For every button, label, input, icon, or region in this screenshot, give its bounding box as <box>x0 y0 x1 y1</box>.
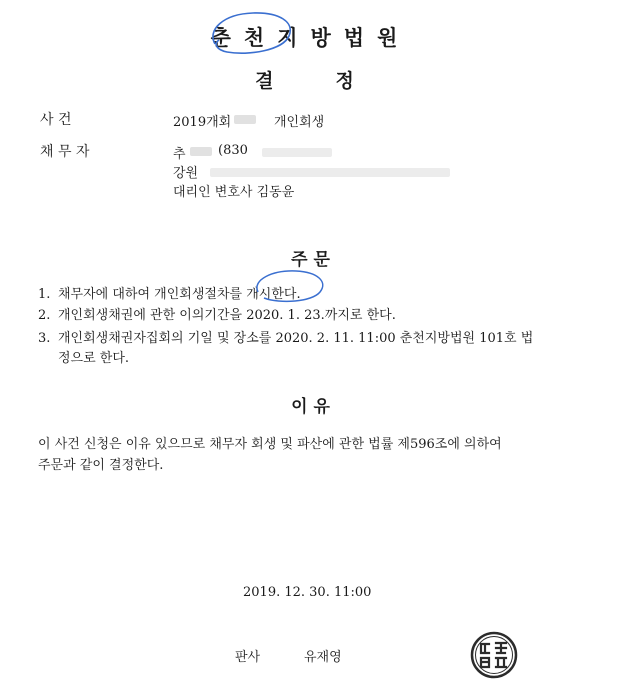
agent: 대리인 변호사 김동윤 <box>173 185 295 200</box>
redaction <box>234 115 256 124</box>
redaction <box>210 168 450 177</box>
debtor-address: 강원 <box>173 166 199 181</box>
debtor-name: 추 <box>173 147 186 162</box>
document-type: 결정 <box>255 70 416 92</box>
order-item-text: 정으로 한다. <box>58 351 130 366</box>
redaction <box>262 148 332 157</box>
order-item-text: 개인회생채권자집회의 기일 및 장소를 2020. 2. 11. 11:00 춘천지방법원 101호 법 <box>58 331 534 346</box>
order-item <box>38 283 301 302</box>
order-item <box>38 347 129 366</box>
case-type: 개인회생 <box>274 115 325 130</box>
decision-date: 2019. 12. 30. 11:00 <box>243 585 372 600</box>
order-item-text: 개인회생채권에 관한 이의기간을 2020. 1. 23.까지로 한다. <box>58 308 396 323</box>
judge-name: 유재영 <box>304 650 342 665</box>
order-item-number: 1. <box>38 287 51 302</box>
order-item-number: 2. <box>38 308 51 323</box>
reason-text-line: 주문과 같이 결정한다. <box>38 458 164 473</box>
court-name: 춘천지방법원 <box>210 26 411 50</box>
case-label: 사 건 <box>40 112 72 128</box>
judge-label: 판사 <box>235 650 261 665</box>
order-item <box>38 327 533 346</box>
debtor-id: (830 <box>218 143 248 158</box>
order-item-text: 채무자에 대하여 개인회생절차를 개시한다. <box>58 287 301 302</box>
case-number: 2019개회 <box>173 115 232 130</box>
reason-heading: 이 유 <box>291 397 330 417</box>
order-item <box>38 304 396 323</box>
debtor-label: 채 무 자 <box>40 144 90 160</box>
redaction <box>190 147 212 156</box>
order-item-number: 3. <box>38 331 51 346</box>
reason-text-line: 이 사건 신청은 이유 있으므로 채무자 회생 및 파산에 관한 법률 제596조에 의하여 <box>38 437 502 452</box>
judge-seal-stamp <box>469 630 519 680</box>
order-heading: 주 문 <box>291 250 330 270</box>
